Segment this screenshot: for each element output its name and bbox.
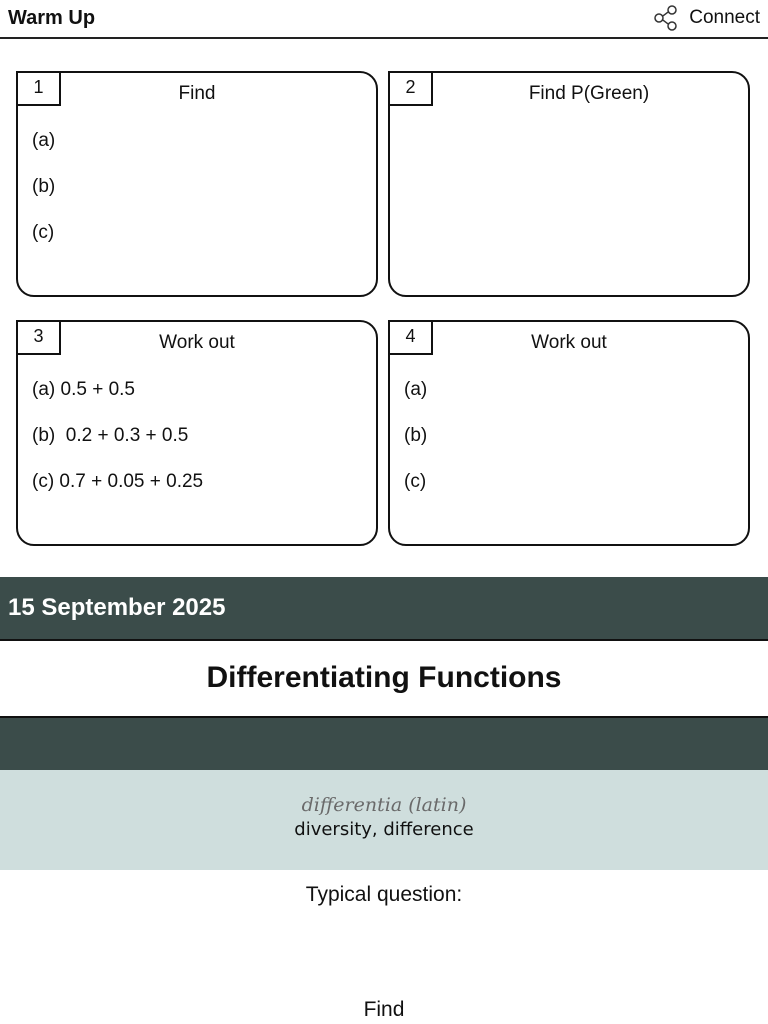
divider-band [0, 718, 768, 770]
question-part: (b) [32, 176, 56, 197]
etymology-word: differentia (latin) [301, 794, 467, 816]
share-nodes-icon [653, 5, 679, 31]
card-heading: Find P(Green) [528, 83, 650, 104]
card-number: 2 [388, 71, 433, 106]
question-part: (c) [32, 222, 55, 243]
card-heading: Find [178, 83, 216, 104]
question-part: (a) [32, 130, 56, 151]
card-heading: Work out [159, 332, 235, 353]
etymology-box [0, 770, 768, 870]
connect-label: Connect [689, 7, 760, 28]
card-heading: Work out [531, 332, 607, 353]
card-parts [32, 129, 55, 267]
warmup-card-4 [388, 320, 750, 546]
typical-question-label: Typical question: [305, 883, 463, 906]
question-part: (b) [404, 425, 428, 446]
find-label: Find [363, 998, 405, 1021]
question-part: (a) [404, 379, 428, 400]
card-parts [404, 378, 427, 516]
lesson-title: Differentiating Functions [0, 641, 768, 718]
warmup-card-3 [16, 320, 378, 546]
card-number: 4 [388, 320, 433, 355]
card-parts [32, 378, 203, 516]
card-number: 3 [16, 320, 61, 355]
top-bar [0, 0, 768, 39]
question-part: (b) 0.2 + 0.3 + 0.5 [32, 425, 189, 446]
question-part: (c) 0.7 + 0.05 + 0.25 [32, 471, 204, 492]
etymology-meaning: diversity, difference [294, 819, 474, 840]
question-part: (a) 0.5 + 0.5 [32, 379, 135, 400]
date-band [0, 577, 768, 641]
warmup-card-2 [388, 71, 750, 297]
card-number: 1 [16, 71, 61, 106]
warmup-card-1 [16, 71, 378, 297]
page-title: Warm Up [8, 7, 96, 29]
lesson-date: 15 September 2025 [8, 594, 226, 621]
connect-button[interactable] [653, 5, 760, 31]
question-part: (c) [404, 471, 427, 492]
